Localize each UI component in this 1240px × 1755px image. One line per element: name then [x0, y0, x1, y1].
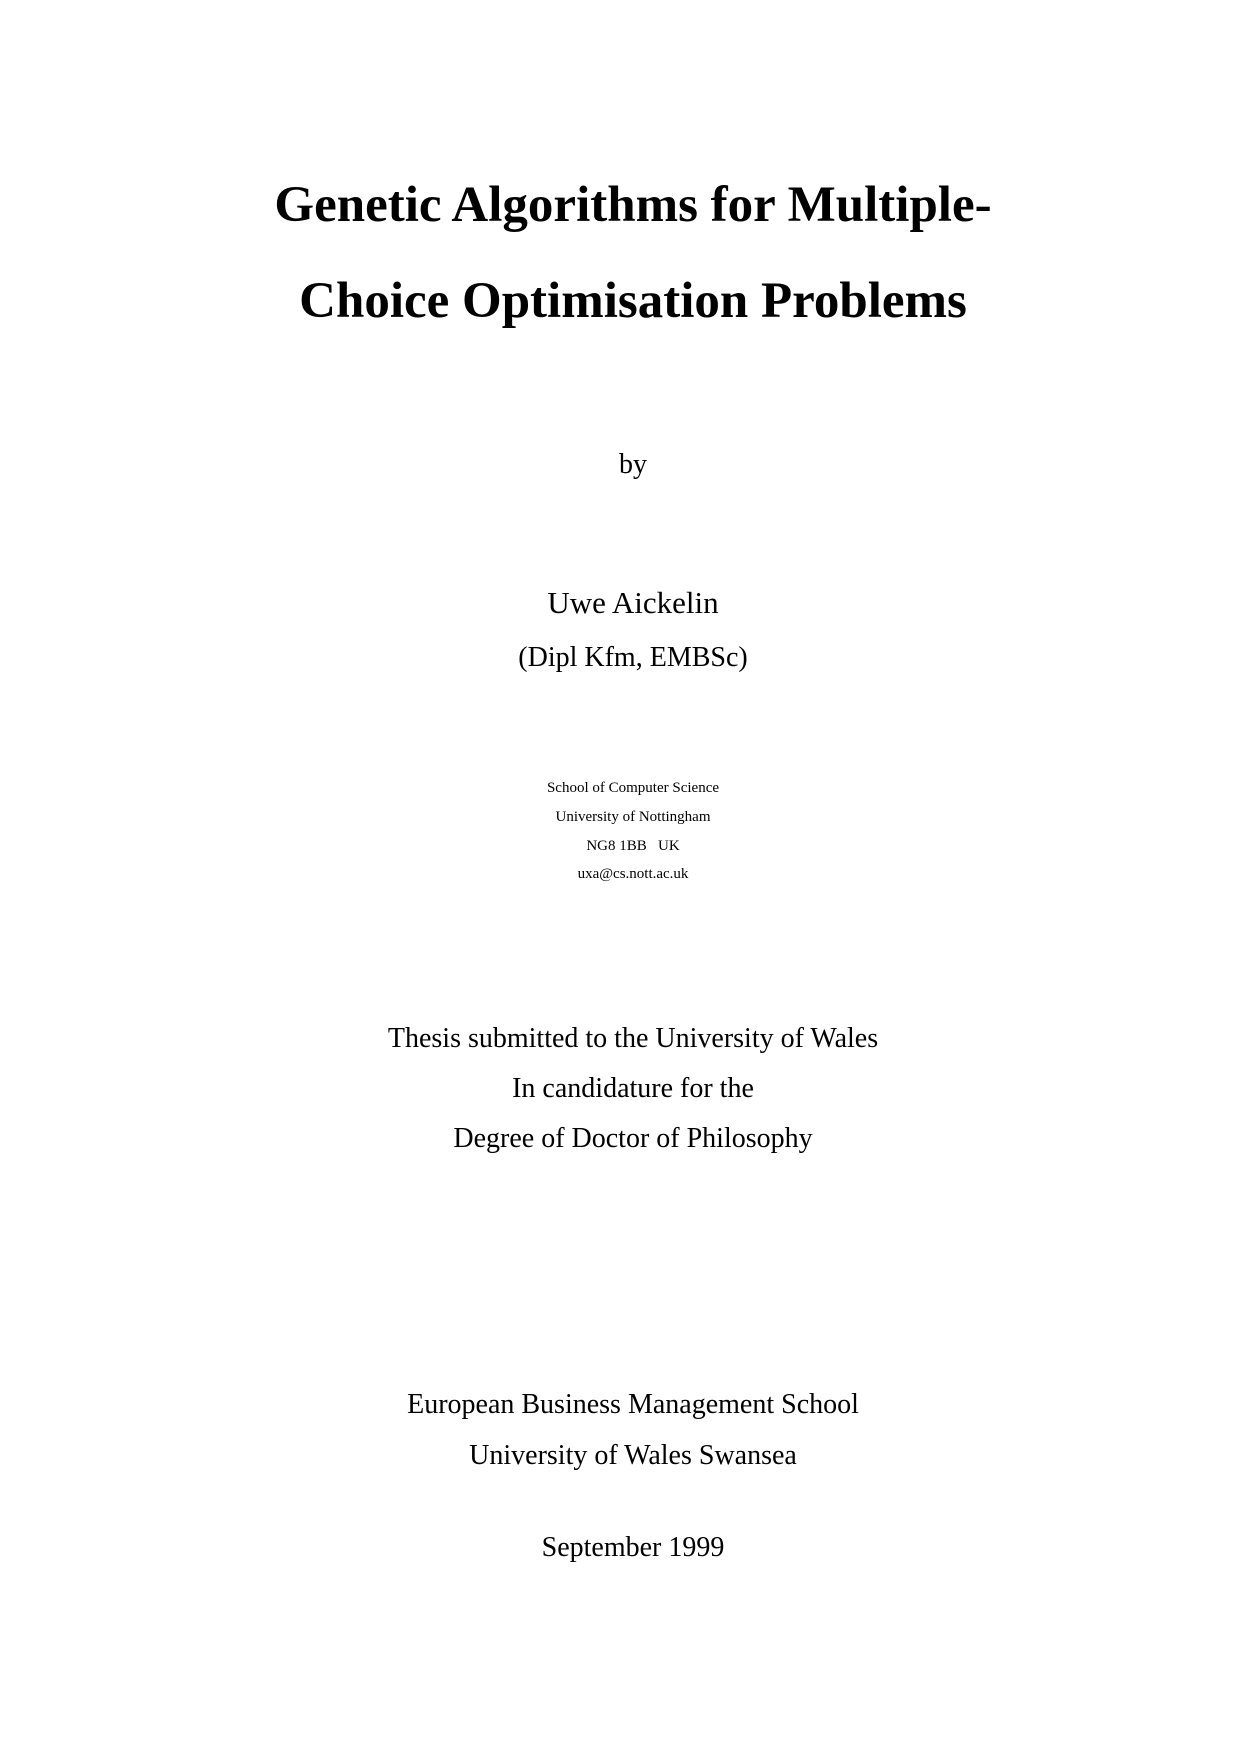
by-label: by [619, 449, 647, 480]
author-credentials: (Dipl Kfm, EMBSc) [518, 642, 748, 673]
address-line-2: University of Nottingham [555, 809, 711, 825]
address-line-3: NG8 1BB UK [586, 838, 680, 854]
institution-line-1: European Business Management School [407, 1389, 859, 1420]
institution-line-2: University of Wales Swansea [469, 1440, 797, 1471]
address-line-1: School of Computer Science [546, 780, 720, 796]
submission-line-1: Thesis submitted to the University of Wales [387, 1023, 879, 1054]
title-line-1: Genetic Algorithms for Multiple- [274, 177, 992, 233]
title-line-2: Choice Optimisation Problems [299, 273, 967, 329]
author-email: uxa@cs.nott.ac.uk [577, 866, 689, 882]
submission-line-3: Degree of Doctor of Philosophy [453, 1123, 813, 1154]
author-name: Uwe Aickelin [547, 585, 719, 620]
submission-line-2: In candidature for the [512, 1073, 754, 1104]
date: September 1999 [541, 1532, 725, 1563]
